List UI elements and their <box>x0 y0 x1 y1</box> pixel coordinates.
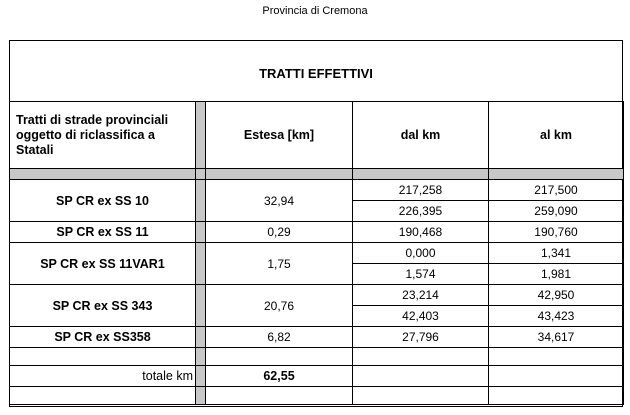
al-km-cell: 34,617 <box>489 327 624 348</box>
separator-band <box>10 169 624 180</box>
table-row <box>10 243 624 264</box>
road-estesa: 1,75 <box>206 243 353 285</box>
road-estesa: 20,76 <box>206 285 353 327</box>
dal-km-cell: 0,000 <box>353 243 489 264</box>
dal-km-cell: 217,258 <box>353 180 489 201</box>
roads-table <box>9 101 624 405</box>
empty-row <box>10 348 624 366</box>
road-name: SP CR ex SS358 <box>10 327 196 348</box>
header-row <box>10 102 624 169</box>
road-name: SP CR ex SS 11 <box>10 222 196 243</box>
table-row <box>10 222 624 243</box>
header-tratti: Tratti di strade provinciali oggetto di riclassifica a Statali <box>10 102 196 169</box>
al-km-cell: 217,500 <box>489 180 624 201</box>
total-row <box>10 366 624 387</box>
dal-km-cell: 42,403 <box>353 306 489 327</box>
road-name: SP CR ex SS 10 <box>10 180 196 222</box>
header-al-km: al km <box>489 102 624 169</box>
table-row <box>10 327 624 348</box>
header-estesa: Estesa [km] <box>206 102 353 169</box>
dal-km-cell: 23,214 <box>353 285 489 306</box>
al-km-cell: 42,950 <box>489 285 624 306</box>
table-row <box>10 180 624 201</box>
dal-km-cell: 226,395 <box>353 201 489 222</box>
road-estesa: 6,82 <box>206 327 353 348</box>
al-km-cell: 259,090 <box>489 201 624 222</box>
table-title: TRATTI EFFETTIVI <box>259 66 373 81</box>
road-name: SP CR ex SS 11VAR1 <box>10 243 196 285</box>
table-row <box>10 285 624 306</box>
empty-row <box>10 387 624 405</box>
total-value: 62,55 <box>206 366 353 387</box>
dal-km-cell: 1,574 <box>353 264 489 285</box>
road-estesa: 32,94 <box>206 180 353 222</box>
page-header: Provincia di Cremona <box>262 5 368 17</box>
al-km-cell: 1,981 <box>489 264 624 285</box>
al-km-cell: 1,341 <box>489 243 624 264</box>
header-dal-km: dal km <box>353 102 489 169</box>
road-estesa: 0,29 <box>206 222 353 243</box>
header-gap <box>196 102 206 169</box>
al-km-cell: 43,423 <box>489 306 624 327</box>
total-label: totale km <box>10 366 196 387</box>
al-km-cell: 190,760 <box>489 222 624 243</box>
dal-km-cell: 27,796 <box>353 327 489 348</box>
dal-km-cell: 190,468 <box>353 222 489 243</box>
road-name: SP CR ex SS 343 <box>10 285 196 327</box>
